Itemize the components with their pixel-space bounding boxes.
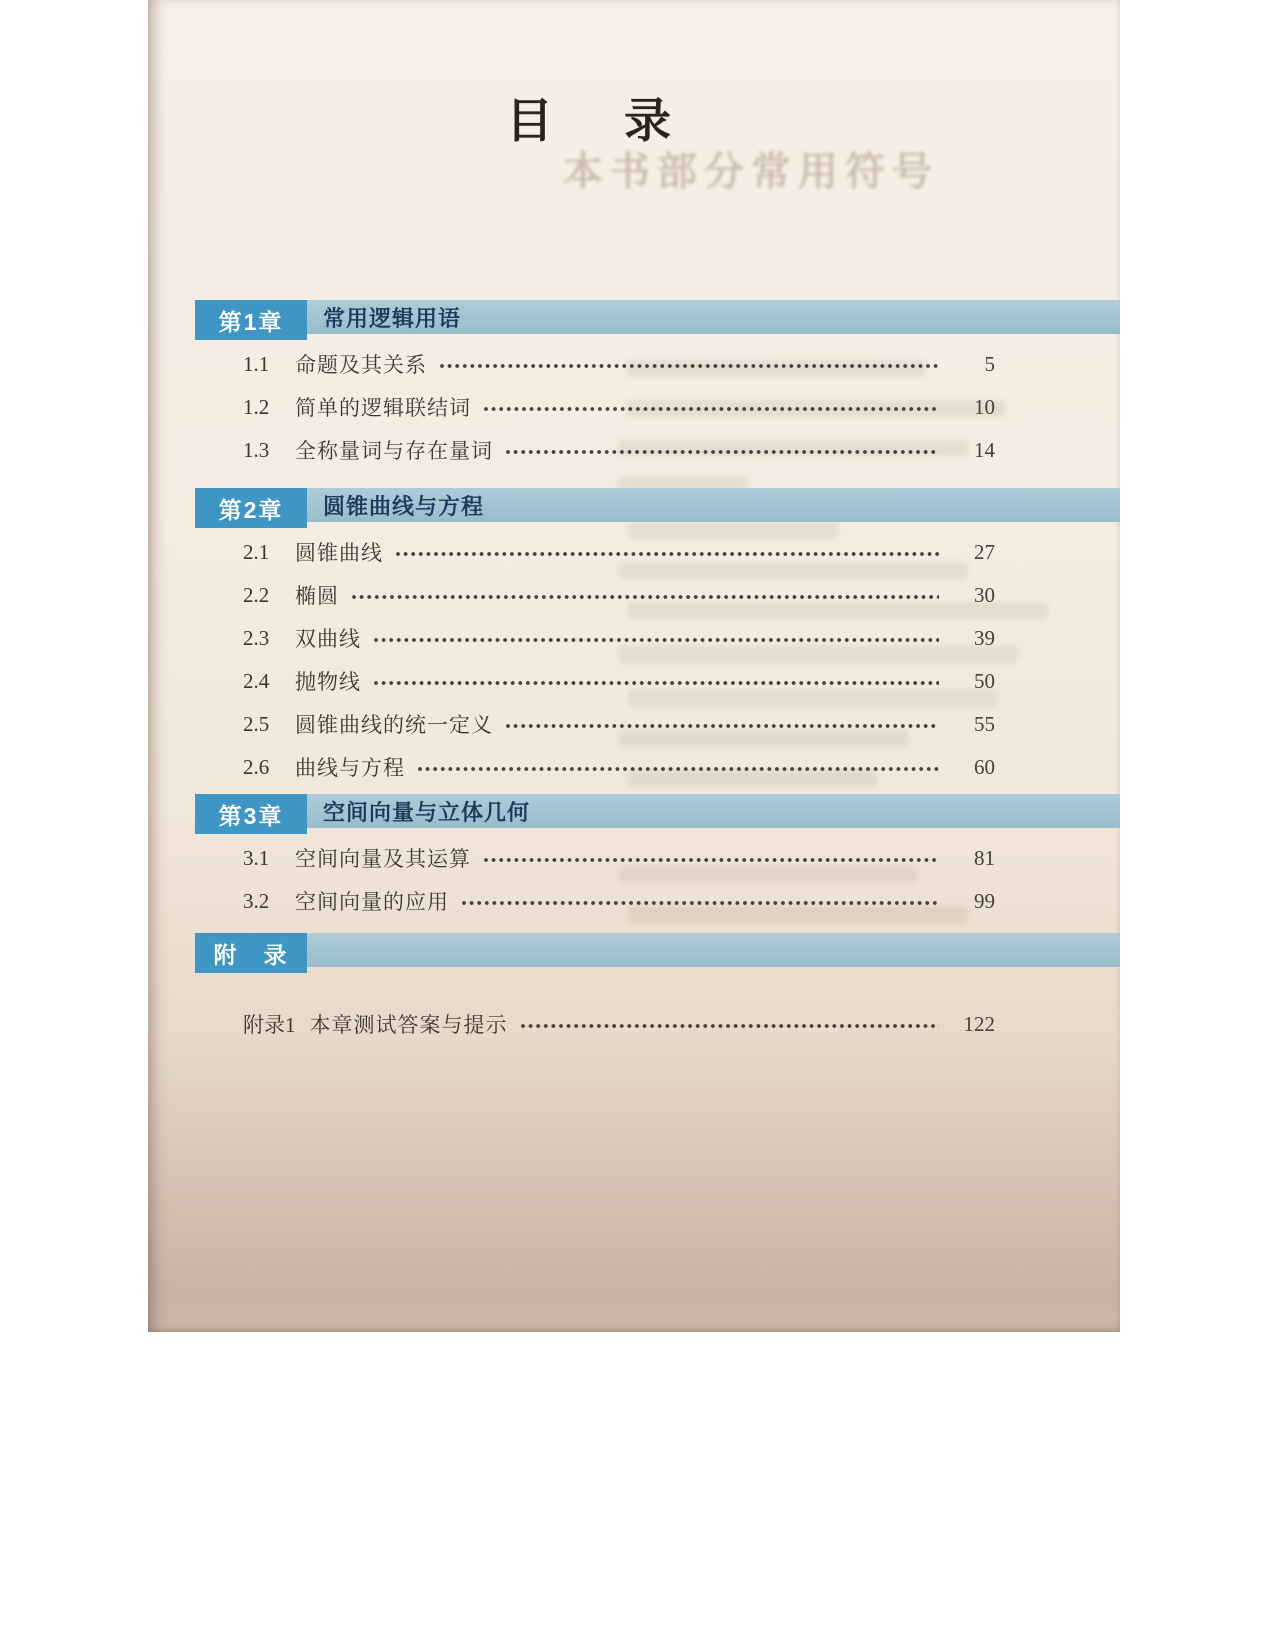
page-number: 99 — [974, 888, 995, 913]
section-number: 2.1 — [243, 539, 270, 564]
toc-entry-row — [243, 437, 995, 463]
toc-entry-row — [243, 1011, 995, 1037]
section-number: 1.1 — [243, 351, 270, 376]
toc-entry-row — [243, 539, 995, 565]
chapter-number-box: 附 录 — [195, 933, 307, 973]
dot-leader — [520, 1023, 940, 1029]
section-number: 2.5 — [243, 711, 270, 736]
chapter-header-bar — [195, 300, 1120, 334]
dot-leader — [439, 363, 939, 369]
chapter-block — [195, 933, 1120, 1037]
page-title: 目 录 — [506, 94, 683, 147]
page-number: 122 — [963, 1011, 995, 1036]
section-title: 抛物线 — [295, 671, 361, 694]
dot-leader — [483, 406, 939, 412]
page-number: 10 — [974, 394, 995, 419]
section-title: 圆锥曲线 — [295, 542, 383, 565]
section-number: 1.2 — [243, 394, 270, 419]
section-title: 双曲线 — [295, 628, 361, 651]
section-title: 椭圆 — [295, 585, 339, 608]
chapter-number-box: 第1章 — [195, 300, 307, 340]
section-title: 曲线与方程 — [295, 757, 405, 780]
chapter-bar-strip — [195, 933, 1120, 967]
dot-leader — [373, 680, 939, 686]
toc-entry-row — [243, 582, 995, 608]
section-title: 空间向量的应用 — [295, 891, 449, 914]
toc-entry-row — [243, 668, 995, 694]
toc-entry-row — [243, 711, 995, 737]
section-number: 3.1 — [243, 845, 270, 870]
toc-entry-row — [243, 394, 995, 420]
book-page-photo — [148, 0, 1120, 1332]
section-number: 2.6 — [243, 754, 270, 779]
dot-leader — [395, 551, 939, 557]
chapter-title: 空间向量与立体几何 — [323, 799, 531, 825]
chapter-block — [195, 488, 1120, 780]
section-title: 空间向量及其运算 — [295, 848, 471, 871]
dot-leader — [461, 900, 939, 906]
section-number: 附录1 — [243, 1013, 296, 1037]
section-number: 1.3 — [243, 437, 270, 462]
chapter-title: 圆锥曲线与方程 — [323, 493, 485, 519]
section-title: 简单的逻辑联结词 — [295, 397, 471, 420]
dot-leader — [505, 723, 939, 729]
page-number: 27 — [974, 539, 995, 564]
chapter-number-box: 第3章 — [195, 794, 307, 834]
chapter-title: 常用逻辑用语 — [323, 305, 462, 331]
section-title: 圆锥曲线的统一定义 — [295, 714, 493, 737]
page-number: 5 — [984, 351, 995, 376]
page-number: 81 — [974, 845, 995, 870]
dot-leader — [373, 637, 939, 643]
dot-leader — [505, 449, 939, 455]
page-number: 50 — [974, 668, 995, 693]
section-title: 全称量词与存在量词 — [295, 440, 493, 463]
page-number: 30 — [974, 582, 995, 607]
toc-entry-row — [243, 845, 995, 871]
dot-leader — [351, 594, 939, 600]
page-number: 39 — [974, 625, 995, 650]
chapter-header-bar — [195, 794, 1120, 828]
page-number: 14 — [974, 437, 995, 462]
page-number: 60 — [974, 754, 995, 779]
chapter-header-bar — [195, 488, 1120, 522]
dot-leader — [417, 766, 939, 772]
section-number: 3.2 — [243, 888, 270, 913]
dot-leader — [483, 857, 939, 863]
chapter-block — [195, 794, 1120, 914]
section-number: 2.3 — [243, 625, 270, 650]
chapter-block — [195, 300, 1120, 463]
chapter-header-bar — [195, 933, 1120, 967]
toc-entry-row — [243, 888, 995, 914]
section-title: 本章测试答案与提示 — [309, 1014, 508, 1037]
toc-entry-row — [243, 625, 995, 651]
section-number: 2.4 — [243, 668, 270, 693]
chapter-number-box: 第2章 — [195, 488, 307, 528]
toc-entry-row — [243, 754, 995, 780]
bleed-through-heading: 本书部分常用符号 — [563, 150, 939, 194]
section-number: 2.2 — [243, 582, 270, 607]
toc-entry-row — [243, 351, 995, 377]
section-title: 命题及其关系 — [295, 354, 427, 377]
table-of-contents — [195, 0, 1120, 1037]
page-number: 55 — [974, 711, 995, 736]
